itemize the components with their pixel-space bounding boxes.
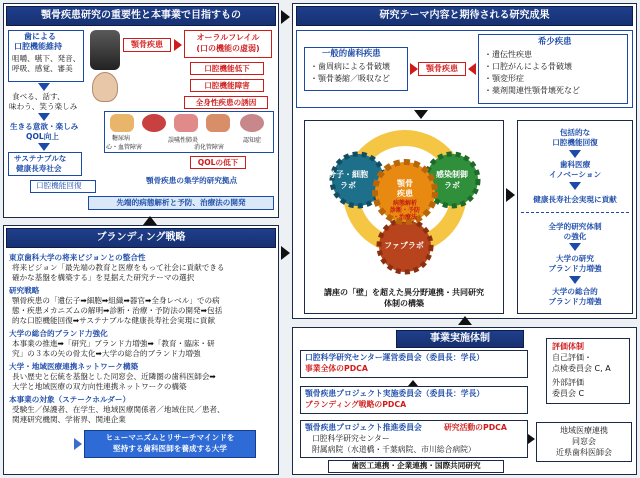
arrow-down-to-gears	[414, 110, 428, 119]
gear-left-line-2: ラボ	[340, 181, 356, 190]
disorder-box: 口腔機能障害	[190, 79, 264, 92]
arrow-rare-to-center	[468, 63, 476, 75]
outcome-arrow-3	[569, 243, 581, 251]
arrow-to-frailty	[174, 39, 182, 51]
outcome-top-4: イノベーション	[548, 170, 602, 179]
caption-line-2: 体制の構築	[384, 299, 424, 308]
committee-2-line-2: ブランディング戦略のPDCA	[305, 400, 407, 409]
rare-item-4: ・薬剤関連性顎骨壊死など	[484, 86, 580, 95]
intestine-icon	[206, 114, 230, 132]
committee-2-line-1: 顎骨疾患プロジェクト実施委員会（委員長：学長）	[305, 389, 485, 398]
systemic-box: 全身性疾患の誘因	[184, 96, 268, 109]
decline-box: 口腔機能低下	[190, 62, 264, 75]
recovery-label: 口腔機能回復	[36, 181, 82, 190]
implementation-banner: 事業実施体制	[396, 330, 524, 348]
outcome-bottom-1: 全学的研究体制	[548, 222, 602, 231]
gear-center-sub-1: 病態解析	[392, 200, 417, 207]
gear-right-line-2: ラボ	[444, 181, 460, 190]
jaw-disease-box: 顎骨疾患	[123, 38, 171, 52]
organ-label-digestive: 消化管障害	[194, 144, 225, 151]
advanced-label: 先端的病態解析と予防、治療法の開発	[116, 198, 246, 207]
arrow-up-to-research-panel	[458, 316, 472, 325]
branding-line-2-3: 的な口腔機能回復➡サステナブルな健康長寿社会実現に貢献	[12, 316, 216, 325]
rare-title: 希少疾患	[538, 36, 572, 46]
branding-head-1: 東京歯科大学の将来ビジョンとの整合性	[9, 253, 146, 262]
committee-1-line-1: 口腔科学研究センター運営委員会（委員長：学長）	[305, 353, 485, 362]
gear-left-line-1: 分子・細胞	[328, 170, 368, 179]
outcome-divider	[521, 212, 629, 213]
down-arrow-2	[38, 113, 50, 121]
branding-head-5: 本事業の対象（ステークホルダー）	[9, 395, 131, 404]
jaw-xray-image	[90, 30, 120, 70]
caption-line-1: 講座の「壁」を超えた異分野連携・共同研究	[324, 288, 484, 297]
branding-banner: ブランディング戦略	[6, 228, 276, 248]
branding-line-1-1: 将来ビジョン「最先端の教育と医療をもって社会に貢献できる	[12, 263, 225, 272]
branding-line-4-2: 大学と地域医療の双方向性連携ネットワークの構築	[12, 382, 187, 391]
outcome-arrow-4	[569, 276, 581, 284]
research-center-label: 顎骨疾患	[418, 62, 466, 76]
branding-head-2: 研究戦略	[9, 286, 40, 295]
frailty-line-1: オーラルフレイル	[196, 33, 260, 42]
branding-line-5-2: 関連研究機関、学術界、関連企業	[12, 415, 126, 424]
lungs-icon	[174, 114, 198, 132]
gear-center-title-1: 顎骨	[397, 179, 413, 188]
gear-right-line-1: 感染制御	[436, 170, 468, 179]
rare-item-2: ・口腔がんによる骨破壊	[484, 62, 572, 71]
oral-item-2: 呼吸、感覚、審美	[12, 64, 73, 73]
general-item-2: ・顎骨萎縮／吸収など	[310, 74, 390, 83]
general-item-1: ・歯周病による骨破壊	[310, 62, 390, 71]
outcome-top-1: 包括的な	[559, 128, 591, 137]
face-image	[92, 72, 118, 102]
gear-center-sub-3: ・治療法	[392, 214, 417, 221]
eval-item-3: 外部評価	[552, 378, 584, 387]
rare-item-3: ・顎変形症	[484, 74, 524, 83]
branding-line-1-2: 確かな基盤を構築する」を見据えた研究テーマの選択	[12, 273, 195, 282]
food-line-2: 味わう、笑う楽しみ	[9, 102, 78, 111]
qol-down-box: QOLの低下	[190, 156, 246, 169]
cluster-label: 顎骨疾患の集学的研究拠点	[146, 176, 238, 185]
down-arrow-1	[38, 83, 50, 91]
branding-line-3-2: 究」の３本の矢の骨太化➡大学の総合的ブランド力増強	[12, 349, 201, 358]
arrow-impl-to-regional	[528, 434, 535, 444]
eval-item-2: 点検委員会 C, A	[552, 364, 611, 373]
branding-head-3: 大学の総合的ブランド力強化	[9, 329, 108, 338]
quality-line-1: 生きる意欲・楽しみ	[10, 122, 79, 131]
arrow-gears-to-outcomes	[506, 188, 515, 202]
outcome-bottom-5: 大学の総合的	[552, 287, 598, 296]
regional-line-3: 近県歯科医師会	[556, 448, 612, 457]
arrow-general-to-center	[410, 63, 418, 75]
branding-head-4: 大学・地域医療連携ネットワーク構築	[9, 362, 139, 371]
outcome-bottom-6: ブランド力増強	[548, 297, 602, 306]
committee-3-line-2: 口腔科学研究センター	[312, 434, 390, 443]
outcome-bottom-4: ブランド力増強	[548, 264, 602, 273]
organ-label-pneumonia: 誤嚥性肺炎	[168, 137, 199, 144]
committee-1-line-2: 事業全体のPDCA	[305, 364, 368, 373]
gear-center-sub-2: 診断・予防	[389, 207, 420, 214]
outcome-top-3: 歯科医療	[559, 160, 591, 169]
branding-line-5-1: 受験生／保護者、在学生、地域医療関係者／地域住民／患者、	[12, 405, 225, 414]
general-title: 一般的歯科疾患	[322, 48, 381, 58]
outcome-top-2: 口腔機能回復	[552, 138, 598, 147]
organ-label-heart: 心・血管障害	[106, 144, 143, 151]
eval-title: 評価体制	[552, 342, 584, 351]
outcome-bottom-2: の強化	[563, 232, 587, 241]
branding-line-2-1: 顎骨疾患の「遺伝子➡細胞➡組織➡器官➡全身レベル」での病	[12, 296, 220, 305]
outcome-bottom-3: 大学の研究	[556, 254, 594, 263]
collab-label: 歯医工連携・企業連携・国際共同研究	[351, 461, 481, 470]
branding-line-3-1: 本事業の推進➡「研究」ブランド力増強➡「教育・臨床・研	[12, 339, 215, 348]
outcome-arrow-2	[569, 182, 581, 190]
committee-3-line-1: 顎骨疾患プロジェクト推進委員会	[305, 423, 422, 432]
jaw-importance-banner: 顎骨疾患研究の重要性と本事業で目指すもの	[6, 6, 276, 26]
organ-label-diabetes: 糖尿病	[112, 135, 131, 142]
goal-line-1: ヒューマニズムとリサーチマインドを	[105, 433, 235, 442]
research-banner: 研究テーマ内容と期待される研究成果	[296, 6, 633, 26]
gear-bottom-label: ファブラボ	[384, 241, 424, 250]
oral-item-1: 咀嚼、嚥下、発音、	[12, 54, 81, 63]
branding-line-4-1: 長い歴史と伝統を基盤とした同窓会、近隣圏の歯科医師会➡	[12, 372, 216, 381]
brain-icon	[240, 114, 264, 132]
regional-line-1: 地域医療連携	[560, 426, 608, 435]
arrow-up-to-research	[143, 216, 157, 225]
quality-line-2: QOL向上	[26, 132, 59, 141]
outcome-arrow-1	[569, 150, 581, 158]
eval-item-4: 委員会 C	[552, 389, 585, 398]
pancreas-icon	[110, 114, 134, 132]
committee-3-line-1b: 研究活動のPDCA	[444, 423, 507, 432]
committee-3-line-3: 附属病院（水道橋・千葉病院、市川総合病院）	[312, 445, 476, 454]
oral-box-title2: 口腔機能維持	[14, 42, 62, 51]
goal-arrow	[74, 438, 82, 450]
arrow-left-to-right-top	[281, 10, 290, 24]
regional-line-2: 同窓会	[572, 437, 596, 446]
goal-line-2: 堅持する歯科医師を養成する大学	[113, 444, 227, 453]
down-arrow-3	[38, 143, 50, 151]
eval-item-1: 自己評価・	[552, 353, 592, 362]
organ-label-dementia: 認知症	[243, 137, 262, 144]
frailty-line-2: (口の機能の虚弱)	[196, 44, 260, 53]
food-line-1: 食べる、話す、	[12, 92, 65, 101]
sustainable-line-2: 健康長寿社会	[16, 164, 62, 173]
branding-line-2-2: 態・疾患メカニズムの解明➡診断・治療・予防法の開発➡包括	[12, 306, 223, 315]
gear-center-title-2: 疾患	[397, 189, 413, 198]
rare-item-1: ・遺伝性疾患	[484, 50, 532, 59]
sustainable-line-1: サステナブルな	[14, 154, 67, 163]
heart-icon	[142, 114, 166, 132]
oral-box-title: 歯による	[24, 32, 56, 41]
outcome-top-5: 健康長寿社会実現に貢献	[533, 195, 617, 204]
arrow-left-to-right-mid	[281, 246, 290, 260]
